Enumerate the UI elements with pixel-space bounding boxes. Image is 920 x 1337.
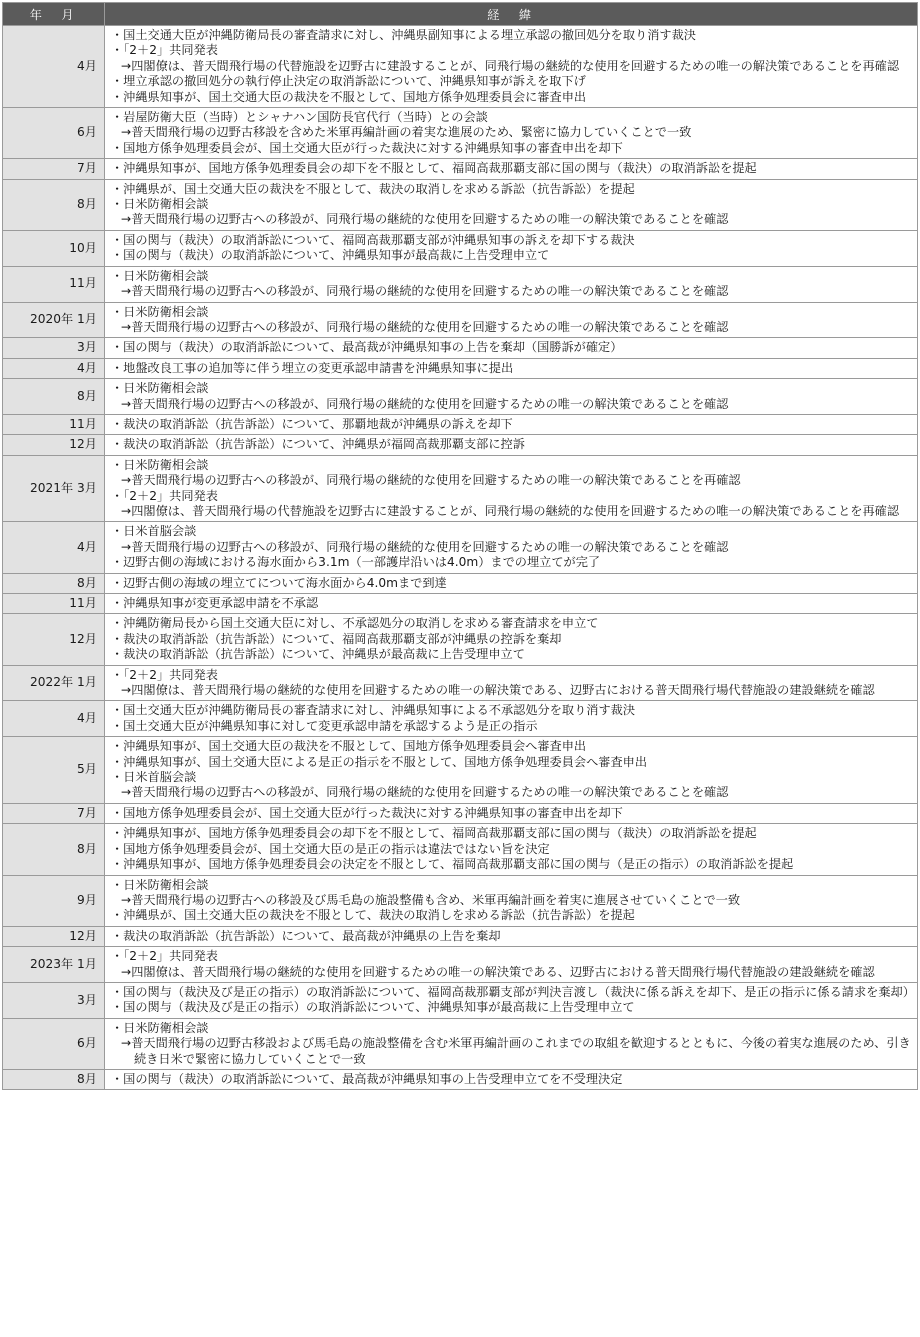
- row-date: 8月: [3, 1069, 105, 1089]
- row-events: [105, 701, 918, 737]
- event-item: ・沖縄県知事が、国地方係争処理委員会の却下を不服として、福岡高裁那覇支部に国の関与（裁決）の取消訴訟を提起: [111, 826, 757, 841]
- table-row: [3, 230, 918, 266]
- event-detail: →四閣僚は、普天間飛行場の代替施設を辺野古に建設することが、同飛行場の継続的な使用を回避するための唯一の解決策であることを再確認: [121, 58, 900, 73]
- row-events: [105, 179, 918, 230]
- row-date: 2021年 3月: [3, 455, 105, 522]
- table-row: [3, 266, 918, 302]
- event-item: ・裁決の取消訴訟（抗告訴訟）について、福岡高裁那覇支部が沖縄県の控訴を棄却: [111, 631, 562, 646]
- table-row: [3, 26, 918, 108]
- event-detail: →普天間飛行場の辺野古移設および馬毛島の施設整備を含む米軍再編計画のこれまでの取組を歓迎するとともに、今後の着実な進展のため、引き続き日米で緊密に協力していくことで一致: [121, 1036, 911, 1066]
- event-item: ・国の関与（裁決）の取消訴訟について、沖縄県知事が最高裁に上告受理申立て: [111, 248, 550, 263]
- event-item: ・沖縄県知事が、国土交通大臣の裁決を不服として、国地方係争処理委員会へ審査申出: [111, 739, 587, 754]
- row-date: 8月: [3, 179, 105, 230]
- event-item: ・国の関与（裁決）の取消訴訟について、最高裁が沖縄県知事の上告を棄却（国勝訴が確定）: [111, 340, 623, 355]
- event-detail: →四閣僚は、普天間飛行場の継続的な使用を回避するための唯一の解決策である、辺野古における普天間飛行場代替施設の建設継続を確認: [121, 683, 875, 698]
- event-item: ・岩屋防衛大臣（当時）とシャナハン国防長官代行（当時）との会談: [111, 110, 488, 125]
- table-row: [3, 665, 918, 701]
- row-date: 2023年 1月: [3, 947, 105, 983]
- table-row: [3, 108, 918, 159]
- event-item: ・沖縄県知事が、国土交通大臣による是正の指示を不服として、国地方係争処理委員会へ審査申出: [111, 754, 648, 769]
- row-events: [105, 573, 918, 593]
- row-events: [105, 1018, 918, 1069]
- event-item: ・「2＋2」共同発表: [111, 667, 218, 682]
- row-date: 12月: [3, 926, 105, 946]
- row-events: [105, 803, 918, 823]
- table-row: [3, 875, 918, 926]
- row-date: 2020年 1月: [3, 302, 105, 338]
- event-item: ・「2＋2」共同発表: [111, 949, 218, 964]
- row-date: 8月: [3, 824, 105, 875]
- header-year-month: 年 月: [3, 3, 105, 26]
- row-date: 12月: [3, 614, 105, 665]
- event-item: ・辺野古側の海域の埋立てについて海水面から4.0mまで到達: [111, 575, 447, 590]
- event-item: ・日米防衛相会談: [111, 381, 209, 396]
- event-item: ・「2＋2」共同発表: [111, 43, 218, 58]
- event-detail: →四閣僚は、普天間飛行場の継続的な使用を回避するための唯一の解決策である、辺野古における普天間飛行場代替施設の建設継続を確認: [121, 964, 875, 979]
- row-events: [105, 379, 918, 415]
- event-item: ・裁決の取消訴訟（抗告訴訟）について、最高裁が沖縄県の上告を棄却: [111, 928, 501, 943]
- header-history: 経 緯: [105, 3, 918, 26]
- row-events: [105, 594, 918, 614]
- event-item: ・国土交通大臣が沖縄防衛局長の審査請求に対し、沖縄県副知事による埋立承認の撤回処分を取り消す裁決: [111, 28, 696, 42]
- event-item: ・国地方係争処理委員会が、国土交通大臣の是正の指示は違法ではない旨を決定: [111, 841, 550, 856]
- row-events: [105, 1069, 918, 1089]
- row-events: [105, 414, 918, 434]
- table-row: [3, 701, 918, 737]
- event-item: ・国の関与（裁決及び是正の指示）の取消訴訟について、沖縄県知事が最高裁に上告受理申立て: [111, 1000, 635, 1015]
- event-item: ・日米首脳会談: [111, 524, 197, 539]
- row-date: 4月: [3, 701, 105, 737]
- event-item: ・沖縄県知事が、国地方係争処理委員会の決定を不服として、福岡高裁那覇支部に国の関与（是正の指示）の取消訴訟を提起: [111, 857, 794, 872]
- table-row: [3, 614, 918, 665]
- row-events: [105, 737, 918, 804]
- table-row: [3, 1018, 918, 1069]
- row-events: [105, 824, 918, 875]
- row-events: [105, 522, 918, 573]
- table-row: [3, 455, 918, 522]
- row-date: 11月: [3, 414, 105, 434]
- row-date: 9月: [3, 875, 105, 926]
- row-date: 4月: [3, 358, 105, 378]
- row-events: [105, 435, 918, 455]
- event-item: ・裁決の取消訴訟（抗告訴訟）について、沖縄県が最高裁に上告受理申立て: [111, 647, 525, 662]
- event-item: ・沖縄県が、国土交通大臣の裁決を不服として、裁決の取消しを求める訴訟（抗告訴訟）を提起: [111, 181, 635, 196]
- event-detail: →四閣僚は、普天間飛行場の代替施設を辺野古に建設することが、同飛行場の継続的な使用を回避するための唯一の解決策であることを再確認: [121, 503, 900, 518]
- row-date: 7月: [3, 159, 105, 179]
- row-events: [105, 947, 918, 983]
- event-item: ・地盤改良工事の追加等に伴う埋立の変更承認申請書を沖縄県知事に提出: [111, 360, 514, 375]
- event-detail: →普天間飛行場の辺野古への移設が、同飛行場の継続的な使用を回避するための唯一の解決策であることを確認: [121, 539, 729, 554]
- row-date: 4月: [3, 522, 105, 573]
- event-detail: →普天間飛行場の辺野古への移設が、同飛行場の継続的な使用を回避するための唯一の解決策であることを確認: [121, 319, 729, 334]
- row-events: [105, 875, 918, 926]
- event-item: ・裁決の取消訴訟（抗告訴訟）について、沖縄県が福岡高裁那覇支部に控訴: [111, 437, 525, 452]
- event-item: ・国の関与（裁決及び是正の指示）の取消訴訟について、福岡高裁那覇支部が判決言渡し（裁決に係る訴えを却下、是正の指示に係る請求を棄却）: [111, 984, 915, 999]
- table-row: [3, 594, 918, 614]
- event-item: ・沖縄県知事が変更承認申請を不承認: [111, 596, 319, 610]
- event-item: ・国土交通大臣が沖縄防衛局長の審査請求に対し、沖縄県知事による不承認処分を取り消す裁決: [111, 703, 636, 718]
- row-date: 12月: [3, 435, 105, 455]
- table-row: [3, 179, 918, 230]
- table-row: [3, 1069, 918, 1089]
- event-item: ・日米防衛相会談: [111, 268, 209, 283]
- event-item: ・国の関与（裁決）の取消訴訟について、福岡高裁那覇支部が沖縄県知事の訴えを却下する裁決: [111, 232, 635, 247]
- chronology-table: [2, 2, 918, 1090]
- table-row: [3, 573, 918, 593]
- event-item: ・「2＋2」共同発表: [111, 488, 218, 503]
- row-events: [105, 26, 918, 108]
- event-detail: →普天間飛行場の辺野古移設を含めた米軍再編計画の着実な進展のため、緊密に協力していくことで一致: [121, 125, 692, 140]
- table-row: [3, 926, 918, 946]
- row-date: 4月: [3, 26, 105, 108]
- row-date: 3月: [3, 338, 105, 358]
- table-row: [3, 379, 918, 415]
- event-item: ・埋立承認の撤回処分の執行停止決定の取消訴訟について、沖縄県知事が訴えを取下げ: [111, 74, 586, 89]
- row-date: 8月: [3, 379, 105, 415]
- table-row: [3, 435, 918, 455]
- table-row: [3, 522, 918, 573]
- event-item: ・日米防衛相会談: [111, 304, 209, 319]
- row-events: [105, 982, 918, 1018]
- event-detail: →普天間飛行場の辺野古への移設が、同飛行場の継続的な使用を回避するための唯一の解決策であることを確認: [121, 785, 729, 800]
- row-events: [105, 159, 918, 179]
- event-item: ・日米防衛相会談: [111, 457, 209, 472]
- event-item: ・裁決の取消訴訟（抗告訴訟）について、那覇地裁が沖縄県の訴えを却下: [111, 416, 513, 431]
- event-item: ・辺野古側の海域における海水面から3.1m（一部護岸沿いは4.0m）までの埋立てが完了: [111, 555, 601, 570]
- row-events: [105, 665, 918, 701]
- table-row: [3, 302, 918, 338]
- row-date: 10月: [3, 230, 105, 266]
- row-events: [105, 266, 918, 302]
- table-row: [3, 737, 918, 804]
- row-date: 8月: [3, 573, 105, 593]
- event-item: ・国地方係争処理委員会が、国土交通大臣が行った裁決に対する沖縄県知事の審査申出を却下: [111, 140, 623, 155]
- row-date: 5月: [3, 737, 105, 804]
- row-date: 7月: [3, 803, 105, 823]
- event-detail: →普天間飛行場の辺野古への移設が、同飛行場の継続的な使用を回避するための唯一の解決策であることを確認: [121, 396, 729, 411]
- event-item: ・日米防衛相会談: [111, 1020, 209, 1035]
- row-date: 11月: [3, 594, 105, 614]
- table-row: [3, 159, 918, 179]
- row-events: [105, 230, 918, 266]
- row-events: [105, 108, 918, 159]
- table-row: [3, 338, 918, 358]
- table-row: [3, 414, 918, 434]
- row-date: 6月: [3, 1018, 105, 1069]
- row-date: 11月: [3, 266, 105, 302]
- event-item: ・日米防衛相会談: [111, 197, 209, 212]
- event-detail: →普天間飛行場の辺野古への移設及び馬毛島の施設整備も含め、米軍再編計画を着実に進展させていくことで一致: [121, 892, 741, 907]
- row-date: 2022年 1月: [3, 665, 105, 701]
- table-row: [3, 947, 918, 983]
- event-item: ・沖縄県知事が、国土交通大臣の裁決を不服として、国地方係争処理委員会に審査申出: [111, 89, 587, 104]
- row-events: [105, 614, 918, 665]
- event-item: ・沖縄県が、国土交通大臣の裁決を不服として、裁決の取消しを求める訴訟（抗告訴訟）を提起: [111, 908, 635, 923]
- event-item: ・日米首脳会談: [111, 770, 197, 785]
- header-row: [3, 3, 918, 26]
- row-date: 6月: [3, 108, 105, 159]
- table-row: [3, 982, 918, 1018]
- event-item: ・国土交通大臣が沖縄県知事に対して変更承認申請を承認するよう是正の指示: [111, 718, 538, 733]
- row-events: [105, 926, 918, 946]
- row-events: [105, 358, 918, 378]
- event-detail: →普天間飛行場の辺野古への移設が、同飛行場の継続的な使用を回避するための唯一の解決策であることを確認: [121, 284, 729, 299]
- row-date: 3月: [3, 982, 105, 1018]
- row-events: [105, 455, 918, 522]
- table-row: [3, 358, 918, 378]
- table-row: [3, 824, 918, 875]
- event-detail: →普天間飛行場の辺野古への移設が、同飛行場の継続的な使用を回避するための唯一の解決策であることを確認: [121, 212, 729, 227]
- row-events: [105, 338, 918, 358]
- event-item: ・沖縄防衛局長から国土交通大臣に対し、不承認処分の取消しを求める審査請求を申立て: [111, 616, 599, 631]
- event-item: ・日米防衛相会談: [111, 877, 209, 892]
- row-events: [105, 302, 918, 338]
- table-row: [3, 803, 918, 823]
- event-item: ・沖縄県知事が、国地方係争処理委員会の却下を不服として、福岡高裁那覇支部に国の関与（裁決）の取消訴訟を提起: [111, 161, 757, 176]
- event-item: ・国の関与（裁決）の取消訴訟について、最高裁が沖縄県知事の上告受理申立てを不受理決定: [111, 1071, 623, 1086]
- event-detail: →普天間飛行場の辺野古への移設が、同飛行場の継続的な使用を回避するための唯一の解決策であることを再確認: [121, 473, 741, 488]
- event-item: ・国地方係争処理委員会が、国土交通大臣が行った裁決に対する沖縄県知事の審査申出を却下: [111, 805, 623, 820]
